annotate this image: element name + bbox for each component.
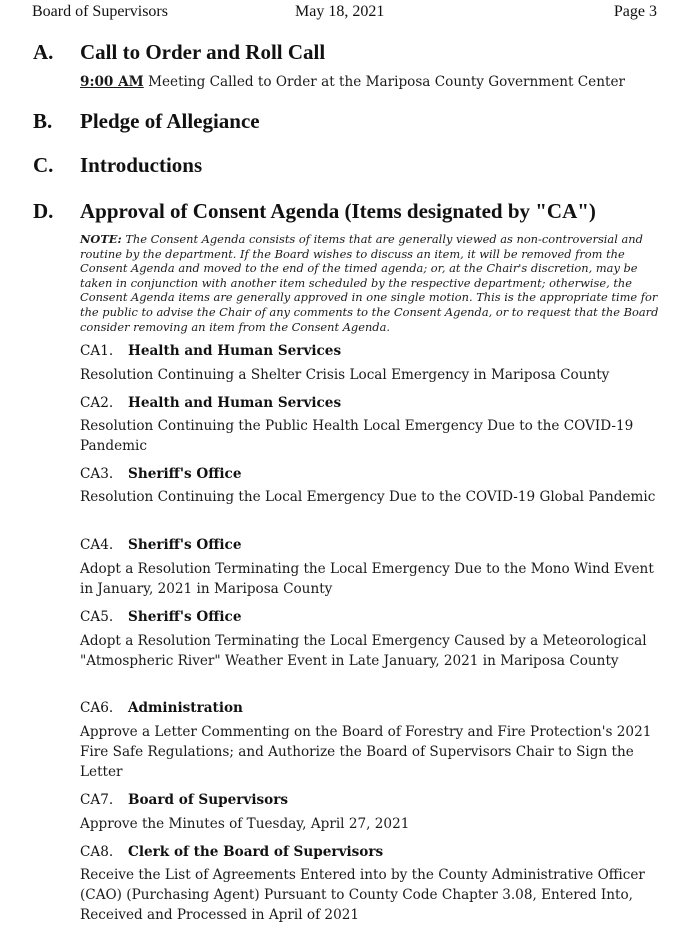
item-department: Health and Human Services [128, 395, 342, 411]
item-department: Sheriff's Office [128, 609, 242, 625]
consent-item-heading [80, 607, 241, 627]
item-number: CA5. [80, 609, 114, 625]
item-number: CA1. [80, 343, 114, 359]
section-b-heading [33, 109, 260, 134]
item-number: CA4. [80, 537, 114, 553]
section-a-heading [33, 40, 325, 65]
header-date: May 18, 2021 [295, 3, 385, 20]
section-title: Pledge of Allegiance [80, 109, 260, 133]
consent-item-heading [80, 842, 383, 862]
section-letter: B. [33, 109, 53, 133]
item-number: CA6. [80, 700, 114, 716]
item-department: Health and Human Services [128, 343, 342, 359]
item-number: CA8. [80, 844, 114, 860]
header-page-number: Page 3 [613, 3, 657, 20]
consent-item-description: Resolution Continuing a Shelter Crisis Local Emergency in Mariposa County [80, 367, 610, 383]
consent-item-heading [80, 393, 341, 413]
header-board-name: Board of Supervisors [32, 3, 168, 20]
consent-item-description: Approve a Letter Commenting on the Board of Forestry and Fire Protection's 2021 Fire Safe Regulations; and Authorize the Board of Supervisors Chair to Sign the Letter [80, 724, 652, 780]
section-title: Approval of Consent Agenda (Items designated by "CA") [80, 199, 596, 223]
item-number: CA7. [80, 792, 114, 808]
item-department: Administration [128, 700, 243, 716]
section-d-heading [33, 199, 596, 224]
section-title: Introductions [80, 153, 203, 177]
consent-item-description: Approve the Minutes of Tuesday, April 27, 2021 [80, 816, 410, 832]
consent-agenda-note [80, 232, 660, 334]
consent-item-heading [80, 341, 341, 361]
note-label: NOTE: [80, 232, 122, 246]
meeting-text: Meeting Called to Order at the Mariposa County Government Center [148, 74, 625, 90]
consent-item-heading [80, 535, 241, 555]
consent-item-heading [80, 698, 243, 718]
item-number: CA3. [80, 466, 114, 482]
section-c-heading [33, 153, 202, 178]
consent-item-description: Adopt a Resolution Terminating the Local Emergency Caused by a Meteorological "Atmospheric River" Weather Event in Late January, 2021 in Mariposa County [80, 633, 647, 669]
item-department: Sheriff's Office [128, 466, 242, 482]
note-text: The Consent Agenda consists of items that are generally viewed as non-controversial and routine by the department. If the Board wishes to discuss an item, it will be removed from the Consent Agenda and moved to the end of the timed agenda; or, at the Chair's discretion, may be taken in conjunction with another item scheduled by the respective department; otherwise, the Consent Agenda items are generally approved in one single motion. This is the appropriate time for the public to advise the Chair of any comments to the Consent Agenda, or to request that the Board consider removing an item from the Consent Agenda. [80, 232, 659, 334]
section-letter: D. [33, 199, 54, 223]
consent-item-description: Receive the List of Agreements Entered into by the County Administrative Officer (CAO) (Purchasing Agent) Pursuant to County Code Chapter 3.08, Entered Into, Received and Processed in April of 2021 [80, 867, 645, 923]
consent-item-heading [80, 464, 241, 484]
page-header [32, 3, 657, 23]
meeting-time: 9:00 AM [80, 74, 144, 90]
item-department: Clerk of the Board of Supervisors [128, 844, 384, 860]
section-letter: C. [33, 153, 54, 177]
section-title: Call to Order and Roll Call [80, 40, 326, 64]
item-number: CA2. [80, 395, 114, 411]
consent-item-description: Resolution Continuing the Local Emergency Due to the COVID-19 Global Pandemic [80, 489, 656, 505]
section-letter: A. [33, 40, 54, 64]
item-department: Board of Supervisors [128, 792, 289, 808]
consent-item-description: Resolution Continuing the Public Health Local Emergency Due to the COVID-19 Pandemic [80, 418, 634, 454]
consent-item-description: Adopt a Resolution Terminating the Local Emergency Due to the Mono Wind Event in January, 2021 in Mariposa County [80, 561, 654, 597]
consent-item-heading [80, 790, 288, 810]
item-department: Sheriff's Office [128, 537, 242, 553]
call-to-order-line [80, 72, 658, 92]
